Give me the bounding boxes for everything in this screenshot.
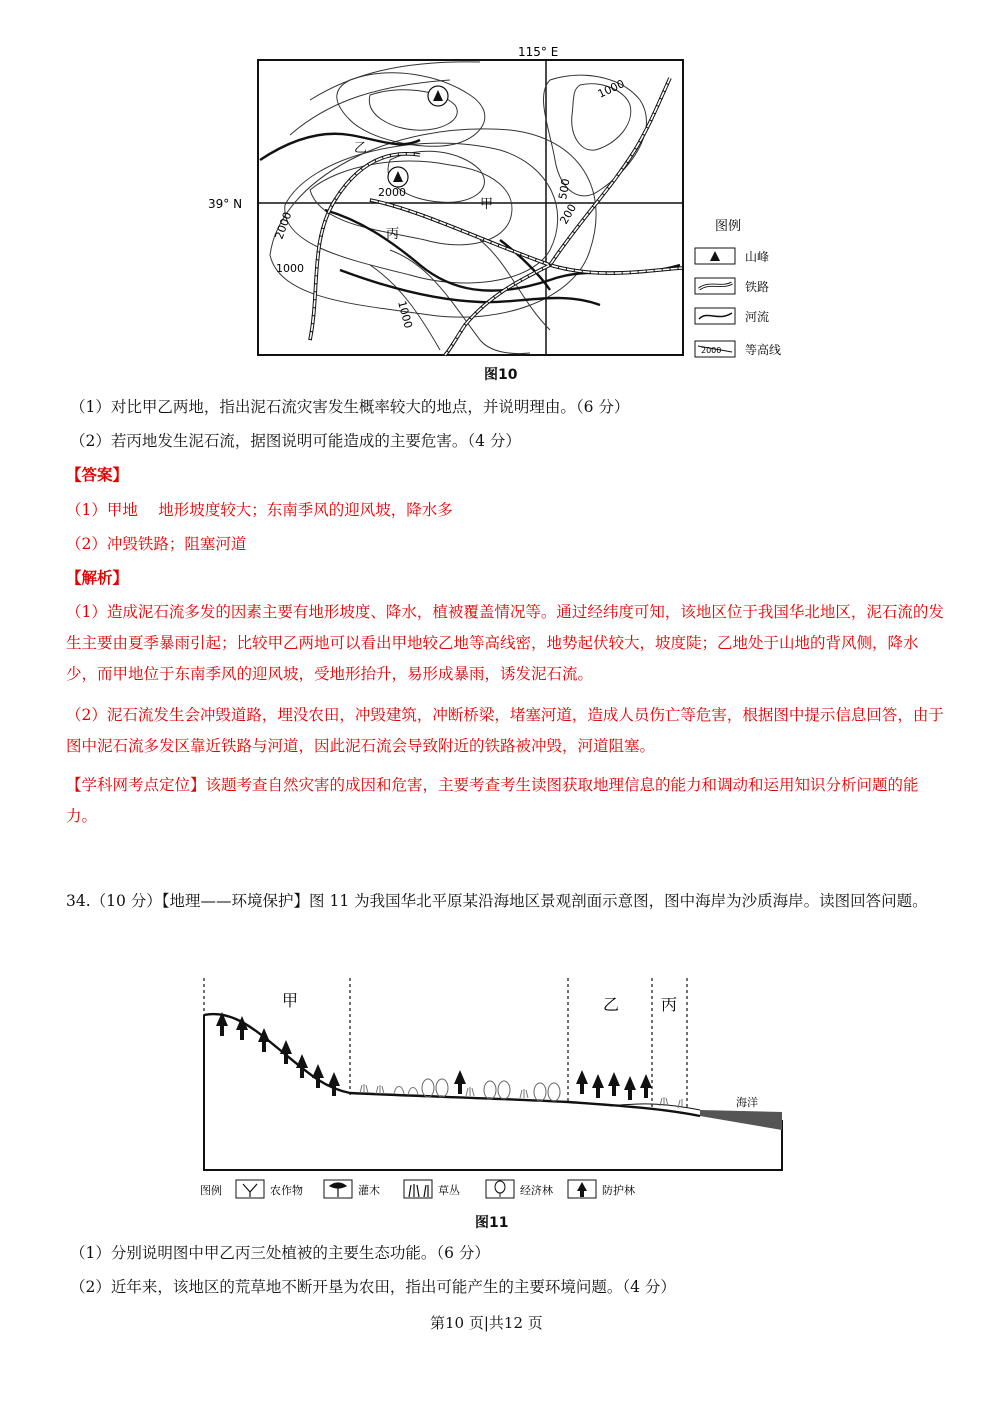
sea-label: 海洋 [736,1096,758,1109]
legend-contour-sample: 2000 [701,346,722,355]
kaodian: 【学科网考点定位】该题考查自然灾害的成因和危害，主要考查考生读图获取地理信息的能力和调动和运用知识分析问题的能力。 [66,776,919,825]
contour-label: 1000 [395,299,415,330]
analysis-1: （1）造成泥石流多发的因素主要有地形坡度、降水，植被覆盖情况等。通过经纬度可知，该地区位于我国华北地区，泥石流的发生主要由夏季暴雨引起；比较甲乙两地可以看出甲地较乙地等高线密，地势起伏较大，坡度陡；乙地处于山地的背风侧，降水少，而甲地位于东南季风的迎风坡，受地形抬升，易形成暴雨，诱发泥石流。 [66,603,944,683]
figure-10 [208,40,810,385]
contour-label: 1000 [595,77,627,101]
legend-title: 图例 [715,219,742,234]
figure-11 [190,970,800,1210]
place-label-jia: 甲 [480,197,494,212]
q33-sub2: （2）若丙地发生泥石流，据图说明可能造成的主要危害。（4 分） [70,432,521,450]
lat-label: 39° N [208,197,243,211]
place-label-yi: 乙 [354,141,368,156]
figure-11-legend [200,1180,635,1198]
legend-river: 河流 [745,310,770,324]
answer-1: （1）甲地 地形坡度较大；东南季风的迎风坡，降水多 [66,501,453,519]
economic-forest-icon [495,1181,505,1193]
peak-icon [388,167,408,187]
profile-label-bing: 丙 [661,995,678,1014]
answer-2: （2）冲毁铁路；阻塞河道 [66,535,247,553]
protection-forest-icon [577,1182,587,1197]
lon-label: 115° E [518,45,559,59]
contour-label: 200 [557,201,580,227]
legend-peak: 山峰 [745,250,770,264]
legend-shrub: 灌木 [358,1184,380,1197]
contour-label: 1000 [276,262,304,275]
legend-contour: 等高线 [745,343,782,357]
profile-label-jia: 甲 [282,991,299,1010]
q34-stem: 34.（10 分）【地理——环境保护】图 11 为我国华北平原某沿海地区景观剖面示意图，图中海岸为沙质海岸。读图回答问题。 [66,892,928,910]
legend-railway: 铁路 [745,280,770,294]
analysis-2: （2）泥石流发生会冲毁道路，埋没农田，冲毁建筑，冲断桥梁，堵塞河道，造成人员伤亡等危害，根据图中提示信息回答，由于图中泥石流多发区靠近铁路与河道，因此泥石流会导致附近的铁路被冲毁，河道阻塞。 [66,706,944,755]
contour-label: 500 [556,177,573,201]
peak-icon [710,251,720,261]
q34-sub2: （2）近年来，该地区的荒草地不断开垦为农田，指出可能产生的主要环境问题。（4 分） [70,1278,676,1296]
figure-11-profile [190,970,800,1210]
legend-crop: 农作物 [270,1184,303,1197]
answer-title: 【答案】 [66,465,129,484]
q33-sub1: （1）对比甲乙两地，指出泥石流灾害发生概率较大的地点，并说明理由。（6 分） [70,398,630,416]
figure-10-legend [695,219,781,357]
river-icon [699,313,732,319]
contour-label: 2000 [378,186,406,199]
legend-economic-forest: 经济林 [520,1184,553,1197]
analysis-title: 【解析】 [66,568,129,587]
profile-label-yi: 乙 [603,995,620,1014]
legend-grass: 草丛 [438,1184,460,1197]
grass-icon [409,1184,428,1197]
crop-icon [243,1184,257,1197]
peak-icon [428,86,448,106]
legend-title: 图例 [200,1184,222,1197]
contour-label: 2000 [272,210,295,242]
q34-sub1: （1）分别说明图中甲乙丙三处植被的主要生态功能。（6 分） [70,1244,490,1262]
figure-10-caption: 图10 [484,367,518,383]
place-label-bing: 丙 [386,227,400,242]
page-footer: 第10 页|共12 页 [430,1314,543,1332]
figure-10-map [208,40,810,385]
legend-protection-forest: 防护林 [602,1184,635,1197]
shrub-icon [330,1183,346,1197]
figure-11-caption: 图11 [475,1215,509,1231]
